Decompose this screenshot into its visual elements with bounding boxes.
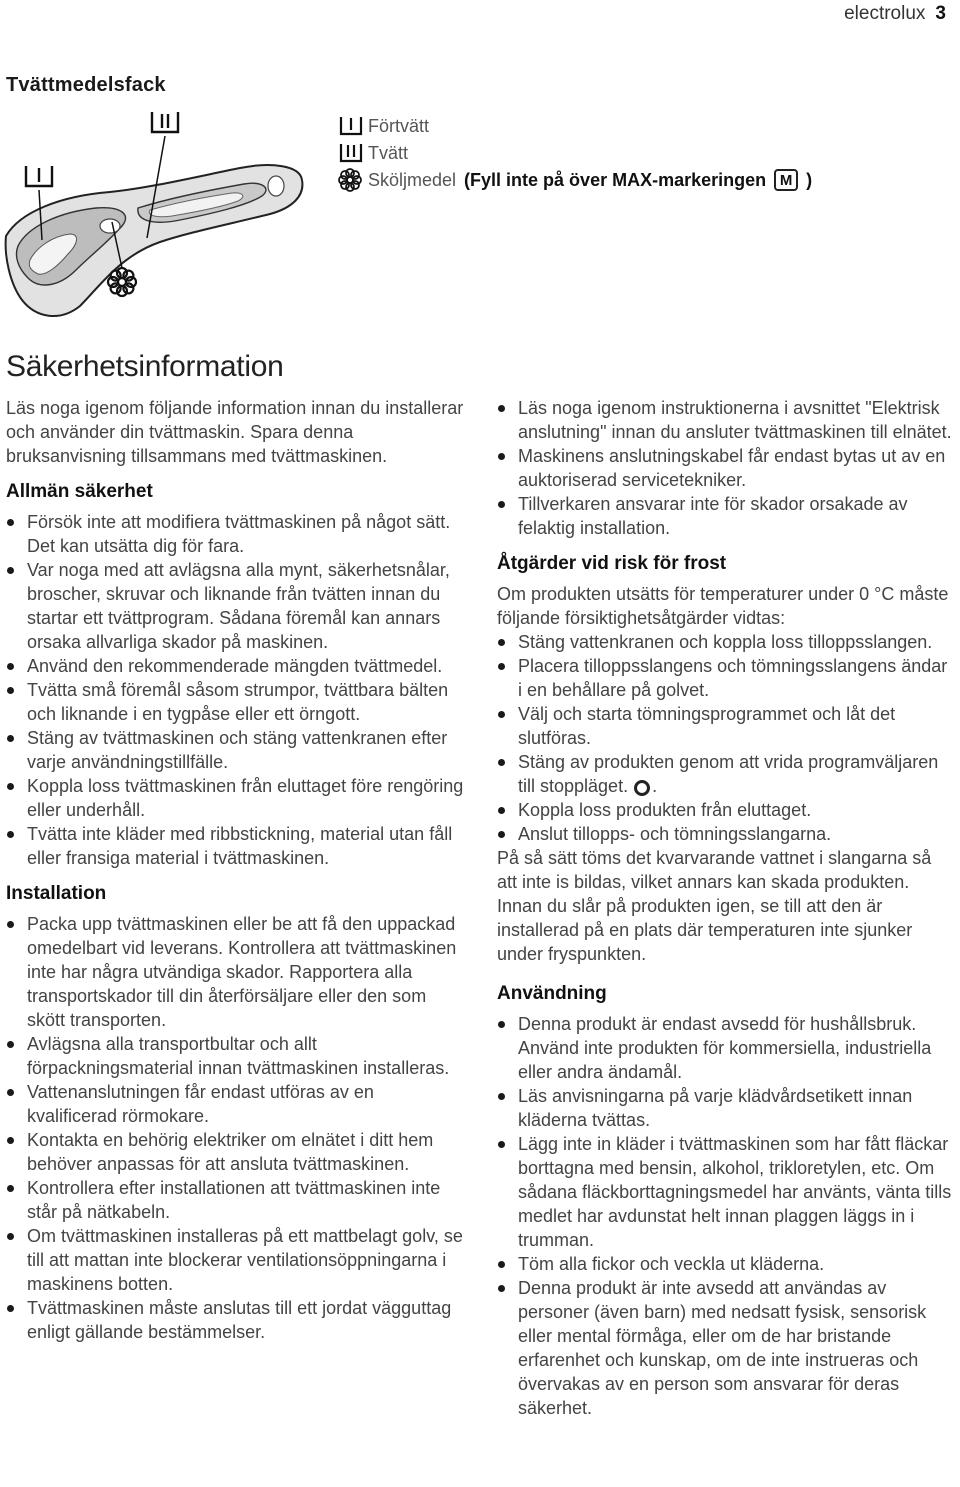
general-safety-heading: Allmän säkerhet — [6, 481, 153, 502]
list-item: Tillverkaren ansvarar inte för skador orsakade av felaktig installation. — [497, 492, 955, 540]
list-item: Välj och starta tömningsprogrammet och låt det slutföras. — [497, 702, 955, 750]
stop-item-end: . — [652, 776, 658, 796]
list-item: Placera tilloppsslangens och tömningsslangens ändar i en behållare på golvet. — [497, 654, 955, 702]
detergent-section-title: Tvättmedelsfack — [6, 74, 166, 96]
usage-heading: Användning — [497, 983, 607, 1004]
detergent-legend — [338, 112, 812, 193]
list-item: Kontrollera efter installationen att tvättmaskinen inte står på nätkabeln. — [6, 1176, 468, 1224]
list-item: Denna produkt är inte avsedd att användas av personer (även barn) med nedsatt fysisk, sensorisk eller mental förmåga, eller om de har bristande erfarenhet och kunskap, om de inte instrueras och övervakas av en person som ansvarar för deras säkerhet. — [497, 1276, 955, 1420]
right-column — [497, 396, 955, 1420]
safety-title: Säkerhetsinformation — [6, 350, 284, 383]
frost-outro: På så sätt töms det kvarvarande vattnet i slangarna så att inte is bildas, vilket annars kan skada produkten. — [497, 848, 932, 892]
stop-item-text: Stäng av produkten genom att vrida programväljaren till stoppläget. — [518, 752, 939, 796]
list-item: Avlägsna alla transportbultar och allt förpackningsmaterial innan tvättmaskinen installeras. — [6, 1032, 468, 1080]
list-item: Packa upp tvättmaskinen eller be att få den uppackad omedelbart vid leverans. Kontrollera att tvättmaskinen inte har några utvändiga skador. Rapportera alla transportskador till din återförsäljare eller den som skött transporten. — [6, 912, 468, 1032]
page-number: 3 — [935, 3, 946, 24]
legend-wash — [338, 139, 812, 166]
list-item: Stäng vattenkranen och koppla loss tilloppsslangen. — [497, 630, 955, 654]
list-item: Vattenanslutningen får endast utföras av en kvalificerad rörmokare. — [6, 1080, 468, 1128]
list-item: Lägg inte in kläder i tvättmaskinen som har fått fläckar borttagna med bensin, alkohol, trikloretylen, etc. Om sådana fläckborttagningsmedel har använts, vänta tills medlet har avdunstat helt innan plaggen läggs in i trumman. — [497, 1132, 955, 1252]
installation-heading: Installation — [6, 883, 107, 904]
list-item: Koppla loss produkten från eluttaget. — [497, 798, 955, 822]
left-column — [6, 396, 468, 1344]
legend-softener-note: (Fyll inte på över MAX-markeringen — [464, 169, 767, 190]
max-mark-icon: M — [774, 169, 798, 191]
prewash-icon — [338, 115, 364, 137]
list-item: Läs anvisningarna på varje klädvårdsetikett innan kläderna tvättas. — [497, 1084, 955, 1132]
drawer-shape — [6, 165, 303, 316]
softener-flower-icon — [338, 168, 364, 192]
brand-name: electrolux — [844, 3, 926, 24]
list-item: Om tvättmaskinen installeras på ett mattbelagt golv, se till att mattan inte blockerar ventilationsöppningarna i maskinens botten. — [6, 1224, 468, 1296]
legend-wash-label: Tvätt — [368, 142, 409, 163]
legend-softener-label: Sköljmedel — [368, 169, 457, 190]
legend-prewash-label: Förtvätt — [368, 115, 430, 136]
wash-icon — [338, 142, 364, 164]
list-item: Var noga med att avlägsna alla mynt, säkerhetsnålar, broscher, skruvar och liknande från tvätten innan du startar ett tvättprogram. Sådana föremål kan annars orsaka allvarliga skador på maskinen. — [6, 558, 468, 654]
page-header — [844, 0, 946, 28]
list-item: Använd den rekommenderade mängden tvättmedel. — [6, 654, 468, 678]
list-item: Kontakta en behörig elektriker om elnätet i ditt hem behöver anpassas för att ansluta tvättmaskinen. — [6, 1128, 468, 1176]
stop-position-icon — [634, 780, 650, 796]
list-item: Koppla loss tvättmaskinen från eluttaget före rengöring eller underhåll. — [6, 774, 468, 822]
list-item: Försök inte att modifiera tvättmaskinen på något sätt. Det kan utsätta dig för fara. — [6, 510, 468, 558]
list-item: Tvättmaskinen måste anslutas till ett jordat vägguttag enligt gällande bestämmelser. — [6, 1296, 468, 1344]
list-item: Tvätta inte kläder med ribbstickning, material utan fåll eller fransiga material i tvättmaskinen. — [6, 822, 468, 870]
list-item: Stäng av tvättmaskinen och stäng vattenkranen efter varje användningstillfälle. — [6, 726, 468, 774]
installation-list — [6, 912, 468, 1344]
legend-prewash — [338, 112, 812, 139]
list-item: Anslut tillopps- och tömningsslangarna. — [497, 822, 955, 846]
usage-list — [497, 1012, 955, 1420]
prewash-icon — [26, 166, 52, 186]
frost-outro-2: Innan du slår på produkten igen, se till att den är installerad på en plats där temperaturen inte sjunker under fryspunkten. — [497, 896, 913, 964]
wash-icon — [152, 112, 178, 132]
frost-list — [497, 630, 955, 846]
list-item: Maskinens anslutningskabel får endast bytas ut av en auktoriserad servicetekniker. — [497, 444, 955, 492]
legend-softener — [338, 166, 812, 193]
list-item: Töm alla fickor och veckla ut kläderna. — [497, 1252, 955, 1276]
softener-flower-icon — [108, 268, 136, 296]
safety-intro: Läs noga igenom följande information innan du installerar och använder din tvättmaskin. Spara denna bruksanvisning tillsammans med tvättmaskinen. — [6, 398, 464, 466]
list-item: Läs noga igenom instruktionerna i avsnittet "Elektrisk anslutning" innan du ansluter tvättmaskinen till elnätet. — [497, 396, 955, 444]
general-safety-list — [6, 510, 468, 870]
installation-continued-list — [497, 396, 955, 540]
list-item — [497, 750, 955, 798]
list-item: Denna produkt är endast avsedd för hushållsbruk. Använd inte produkten för kommersiella, industriella eller andra ändamål. — [497, 1012, 955, 1084]
frost-heading: Åtgärder vid risk för frost — [497, 553, 727, 574]
frost-intro: Om produkten utsätts för temperaturer under 0 °C måste följande försiktighetsåtgärder vidtas: — [497, 584, 949, 628]
list-item: Tvätta små föremål såsom strumpor, tvättbara bälten och liknande i en tygpåse eller ett örngott. — [6, 678, 468, 726]
legend-closing: ) — [806, 169, 813, 190]
